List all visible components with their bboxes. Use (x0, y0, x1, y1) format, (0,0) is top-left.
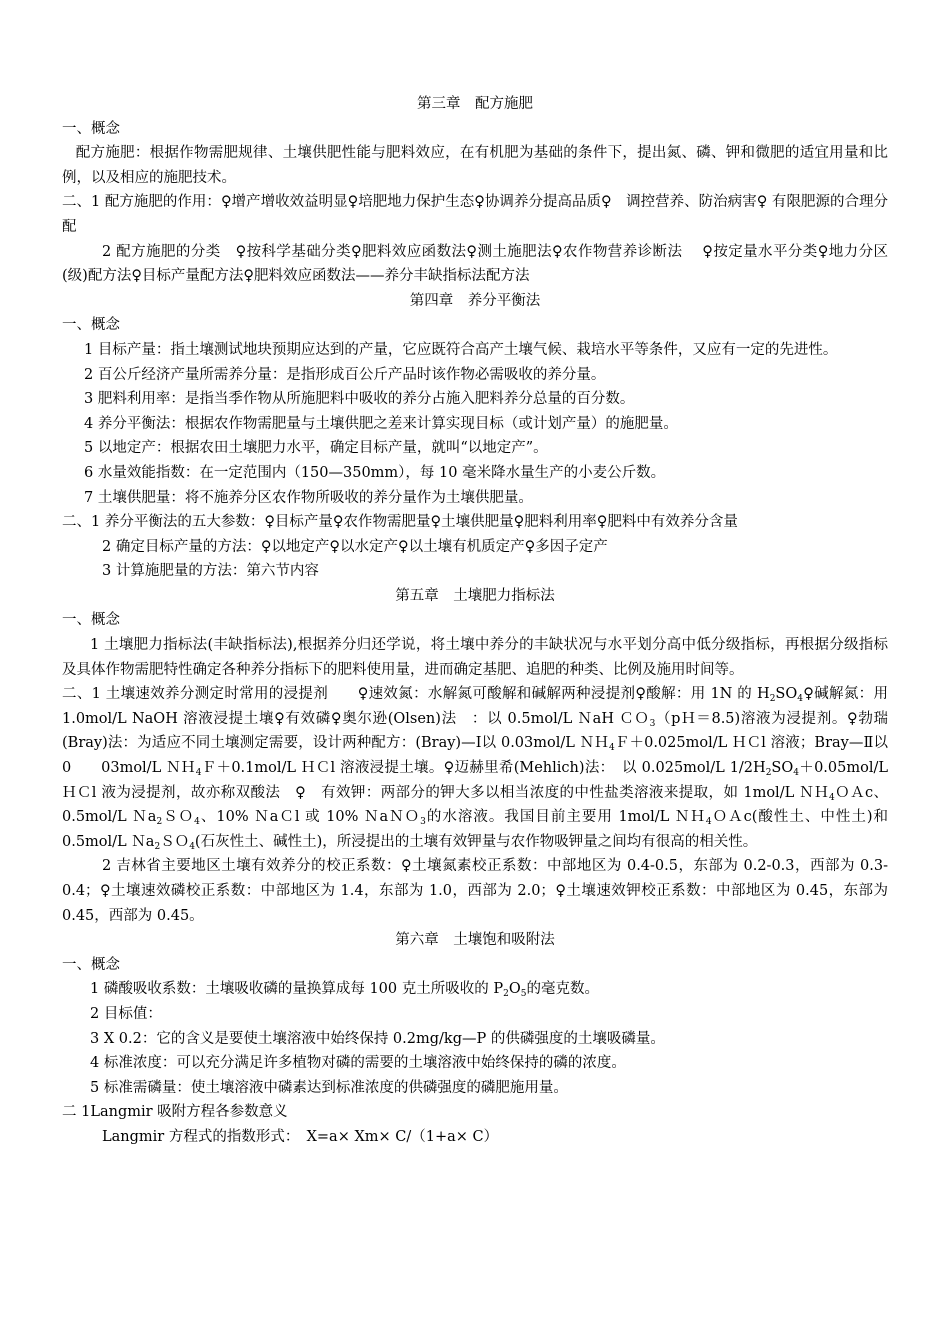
ch5-concept-heading: 一、概念 (62, 612, 120, 629)
ch4-item-6: 6 水量效能指数：在一定范围内（150—350mm），每 10 毫米降水量生产的小麦公斤数。 (84, 464, 666, 481)
ch5-correction-coefficients: 2 吉林省主要地区土壤有效养分的校正系数：♀土壤氮素校正系数：中部地区为 0.4-0.5，东部为 0.2-0.3，西部为 0.3-0.4；♀土壤速效磷校正系数：中部地区为 1.4，东部为 1.0，西部为 2.0；♀土壤速效钾校正系数：中部地区为 0.45，东部为 0.45，西部为 0.45。 (62, 858, 888, 924)
ch6-item-1: 1 磷酸吸收系数：土壤吸收磷的量换算成每 100 克土所吸收的 $P_2O_5$的毫克数。 (90, 981, 599, 1000)
ch4-item-1: 1 目标产量：指土壤测试地块预期应达到的产量，它应既符合高产土壤气候、栽培水平等条件，又应有一定的先进性。 (84, 341, 838, 358)
ch3-definition: 配方施肥：根据作物需肥规律、土壤供肥性能与肥料效应，在有机肥为基础的条件下，提出氮、磷、钾和微肥的适宜用量和比例，以及相应的施肥技术。 (61, 145, 888, 186)
ch4-section-2-3: 3 计算施肥量的方法：第六节内容 (102, 563, 319, 580)
ch5-item-1: 1 土壤肥力指标法(丰缺指标法),根据养分归还学说，将土壤中养分的丰缺状况与水平划分高中低分级指标，再根据分级指标及具体作物需肥特性确定各种养分指标下的肥料使用量，进而确定基肥、追肥的种类、比例及施用时间等。 (62, 637, 888, 678)
ch4-concept-heading: 一、概念 (62, 317, 120, 334)
ch6-item-2: 2 目标值： (90, 1005, 162, 1022)
chapter-6-title: 第六章 土壤饱和吸附法 (395, 932, 555, 949)
ch4-item-4: 4 养分平衡法：根据农作物需肥量与土壤供肥之差来计算实现目标（或计划产量）的施肥量。 (84, 415, 678, 432)
ch3-concept-heading: 一、概念 (62, 120, 120, 137)
ch4-item-7: 7 土壤供肥量：将不施养分区农作物所吸收的养分量作为土壤供肥量。 (84, 489, 533, 506)
ch3-types: 2 配方施肥的分类 ♀按科学基础分类♀肥料效应函数法♀测土施肥法♀农作物营养诊断法 ♀按定量水平分类♀地力分区(级)配方法♀目标产量配方法♀肥料效应函数法——养分丰缺指标法配方法 (62, 243, 888, 285)
ch4-section-2-2: 2 确定目标产量的方法：♀以地定产♀以水定产♀以土壤有机质定产♀多因子定产 (102, 538, 608, 555)
chapter-5-title: 第五章 土壤肥力指标法 (395, 587, 555, 604)
ch4-item-3: 3 肥料利用率：是指当季作物从所施肥料中吸收的养分占施入肥料养分总量的百分数。 (84, 391, 635, 408)
ch6-item-4: 4 标准浓度：可以充分满足许多植物对磷的需要的土壤溶液中始终保持的磷的浓度。 (90, 1055, 626, 1072)
ch5-extractants: 二、1 土壤速效养分测定时常用的浸提剂 ♀速效氮：水解氮可酸解和碱解两种浸提剂♀酸解：用 1N 的 $H_2SO_4♀$碱解氮：用 1.0mol/L NaOH 溶液浸提土壤♀有效磷♀奥尔逊(Olsen)法 ：以 0.5mol/L ＮaH ＣＯ$_3$（pＨ＝8.5)溶液为浸提剂。♀勃瑞(Bray)法：为适应不同土壤测定需要，设计两种配方：(Bray)—Ⅰ以 0.03mol/L ＮＨ$_4$Ｆ＋0.025mol/L ＨＣl 溶液；Bray—Ⅱ以 0 03mol/L ＮＨ$_4$Ｆ＋0.1mol/L ＨＣl 溶液浸提土壤。♀迈赫里希(Mehlich)法： 以 0.025mol/L $1/2H_2SO_4+0.05mol/L$ ＨＣl 液为浸提剂，故亦称双酸法 ♀ 有效钾：两部分的钾大多以相当浓度的中性盐类溶液来提取，如 1mol/L ＮＨ$_4$ＯＡc、0.5mol/L Ｎa$_2$ＳＯ$_4$、10% ＮaＣl 或 10% ＮaＮＯ$_3$的水溶液。我国目前主要用 1mol/L ＮＨ$_4$ＯＡc(酸性土、中性土)和 0.5mol/L Ｎa$_2$ＳＯ$_4$(石灰性土、碱性土)，所浸提出的土壤有效钾量与农作物吸钾量之间均有很高的相关性。 (62, 686, 889, 852)
ch6-section-2-1: 二 1Langmir 吸附方程各参数意义 (62, 1104, 288, 1121)
ch6-item-5: 5 标准需磷量：使土壤溶液中磷素达到标准浓度的供磷强度的磷肥施用量。 (90, 1079, 568, 1096)
ch4-item-5: 5 以地定产：根据农田土壤肥力水平，确定目标产量，就叫“以地定产”。 (84, 440, 548, 457)
ch4-section-2-1: 二、1 养分平衡法的五大参数：♀目标产量♀农作物需肥量♀土壤供肥量♀肥料利用率♀肥料中有效养分含量 (62, 514, 738, 531)
ch6-concept-heading: 一、概念 (62, 956, 120, 973)
chapter-3-title: 第三章 配方施肥 (417, 96, 533, 112)
ch6-item-3: 3 X 0.2：它的含义是要使土壤溶液中始终保持 0.2mg/kg—P 的供磷强度的土壤吸磷量。 (90, 1030, 665, 1047)
chapter-4-title: 第四章 养分平衡法 (409, 292, 541, 309)
ch6-langmuir-formula: Langmir 方程式的指数形式： X=a× Xm× C/（1+a× C） (102, 1128, 499, 1145)
ch3-role: 二、1 配方施肥的作用：♀增产增收效益明显♀培肥地力保护生态♀协调养分提高品质♀ 调控营养、防治病害♀ 有限肥源的合理分配 (62, 194, 888, 235)
document-page (62, 92, 888, 1150)
ch4-item-2: 2 百公斤经济产量所需养分量：是指形成百公斤产品时该作物必需吸收的养分量。 (84, 366, 606, 383)
